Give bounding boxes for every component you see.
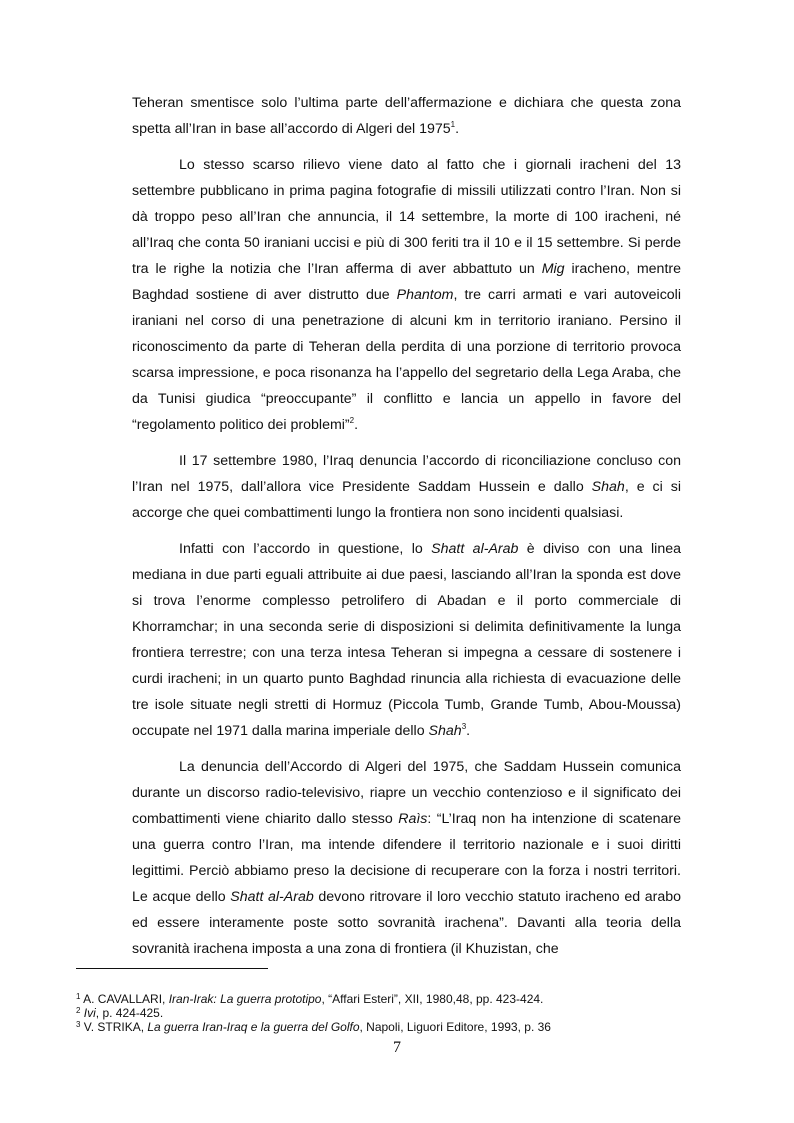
italic-text: La guerra Iran-Iraq e la guerra del Golfo bbox=[147, 1020, 360, 1034]
italic-text: Shah bbox=[428, 723, 462, 739]
text-run: Il 17 settembre 1980, l’Iraq denuncia l’accordo di riconciliazione concluso con l’Iran nel 1975, dall’allora vice Presidente Saddam Hussein e dallo bbox=[132, 453, 681, 495]
text-run: V. STRIKA, bbox=[80, 1020, 148, 1034]
text-run: , “Affari Esteri”, XII, 1980,48, pp. 423-424. bbox=[321, 992, 544, 1006]
footnotes bbox=[76, 992, 676, 1034]
footnote bbox=[76, 992, 676, 1006]
paragraph-gap bbox=[132, 438, 681, 448]
paragraph-gap bbox=[132, 142, 681, 152]
text-run: è diviso con una linea mediana in due parti eguali attribuite ai due paesi, lasciando all’Iran la sponda est dove si trova l’enorme complesso petrolifero di Abadan e il porto commerciale di Khorramchar; in una seconda serie di disposizioni si delimita definitivamente la lunga frontiera terrestre; con una terza intesa Teheran si impegna a cessare di sostenere i curdi iracheni; in un quarto punto Baghdad rinuncia alla richiesta di evacuazione delle tre isole situate negli stretti di Hormuz (Piccola Tumb, Grande Tumb, Abou-Moussa) occupate nel 1971 dalla marina imperiale dello bbox=[132, 541, 681, 739]
text-run: devono ritrovare il loro vecchio statuto iracheno ed arabo ed essere interamente poste sotto sovranità irachena”. Davanti alla teoria della sovranità irachena imposta a una zona di frontiera (il Khuzistan, che bbox=[132, 889, 681, 957]
text-run: . bbox=[455, 121, 460, 137]
italic-text: Mig bbox=[541, 261, 565, 277]
italic-text: Shatt al-Arab bbox=[230, 889, 314, 905]
paragraph bbox=[132, 152, 681, 438]
italic-text: Iran-Irak: La guerra prototipo bbox=[168, 992, 322, 1006]
text-run: , tre carri armati e vari autoveicoli iraniani nel corso di una penetrazione di alcuni km in territorio iraniano. Persino il riconoscimento da parte di Teheran della perdita di una porzione di territorio provoca scarsa impressione, e poca risonanza ha l’appello del segretario della Lega Araba, che da Tunisi giudica “preoccupante” il conflitto e lancia un appello in favore del “regolamento politico dei problemi” bbox=[132, 287, 681, 433]
italic-text: Shah bbox=[591, 479, 625, 495]
paragraph bbox=[132, 536, 681, 744]
paragraph bbox=[132, 754, 681, 962]
paragraph-gap bbox=[132, 526, 681, 536]
footnote bbox=[76, 1006, 676, 1020]
footnote bbox=[76, 1020, 676, 1034]
text-run: , Napoli, Liguori Editore, 1993, p. 36 bbox=[359, 1020, 551, 1034]
text-run: Infatti con l’accordo in questione, lo bbox=[179, 541, 432, 557]
footnote-number: 3 bbox=[76, 1020, 81, 1029]
text-run: Lo stesso scarso rilievo viene dato al fatto che i giornali iracheni del 13 settembre pubblicano in prima pagina fotografie di missili utilizzati contro l’Iran. Non si dà troppo peso all’Iran che annuncia, il 14 settembre, la morte di 100 iracheni, né all’Iraq che conta 50 iraniani uccisi e più di 300 feriti tra il 10 e il 15 settembre. Si perde tra le righe la notizia che l’Iran afferma di aver abbattuto un bbox=[132, 157, 681, 277]
italic-text: Raìs bbox=[398, 811, 428, 827]
paragraph bbox=[132, 448, 681, 526]
paragraph bbox=[132, 90, 681, 142]
footnote-number: 2 bbox=[76, 1006, 81, 1015]
paragraph-gap bbox=[132, 744, 681, 754]
text-run: La denuncia dell’Accordo di Algeri del 1975, che Saddam Hussein comunica durante un discorso radio-televisivo, riapre un vecchio contenzioso e il significato dei combattimenti viene chiarito dallo stesso bbox=[132, 759, 681, 827]
text-run: Teheran smentisce solo l’ultima parte dell’affermazione e dichiara che questa zona spetta all’Iran in base all’accordo di Algeri del 1975 bbox=[132, 95, 681, 137]
footnote-separator bbox=[76, 968, 268, 969]
body-text bbox=[132, 90, 681, 962]
page-number: 7 bbox=[393, 1039, 401, 1056]
text-run: . bbox=[354, 417, 359, 433]
text-run: , e ci si accorge che quei combattimenti lungo la frontiera non sono incidenti qualsiasi. bbox=[132, 479, 681, 521]
footnote-number: 1 bbox=[76, 992, 81, 1001]
text-run: : “L’Iraq non ha intenzione di scatenare una guerra contro l’Iran, ma intende difendere il territorio nazionale e i suoi diritti legittimi. Perciò abbiamo preso la decisione di recuperare con la forza i nostri territori. Le acque dello bbox=[132, 811, 681, 905]
text-run: , p. 424-425. bbox=[95, 1006, 164, 1020]
italic-text: Shatt al-Arab bbox=[431, 541, 519, 557]
text-run: iracheno, mentre Baghdad sostiene di aver distrutto due bbox=[132, 261, 682, 303]
text-run: A. CAVALLARI, bbox=[80, 992, 169, 1006]
text-run: . bbox=[466, 723, 471, 739]
footnote-ref: 1 bbox=[450, 120, 456, 129]
footnote-ref: 2 bbox=[349, 416, 355, 425]
italic-text: Phantom bbox=[396, 287, 454, 303]
italic-text: Ivi bbox=[83, 1006, 96, 1020]
footnote-ref: 3 bbox=[461, 722, 467, 731]
